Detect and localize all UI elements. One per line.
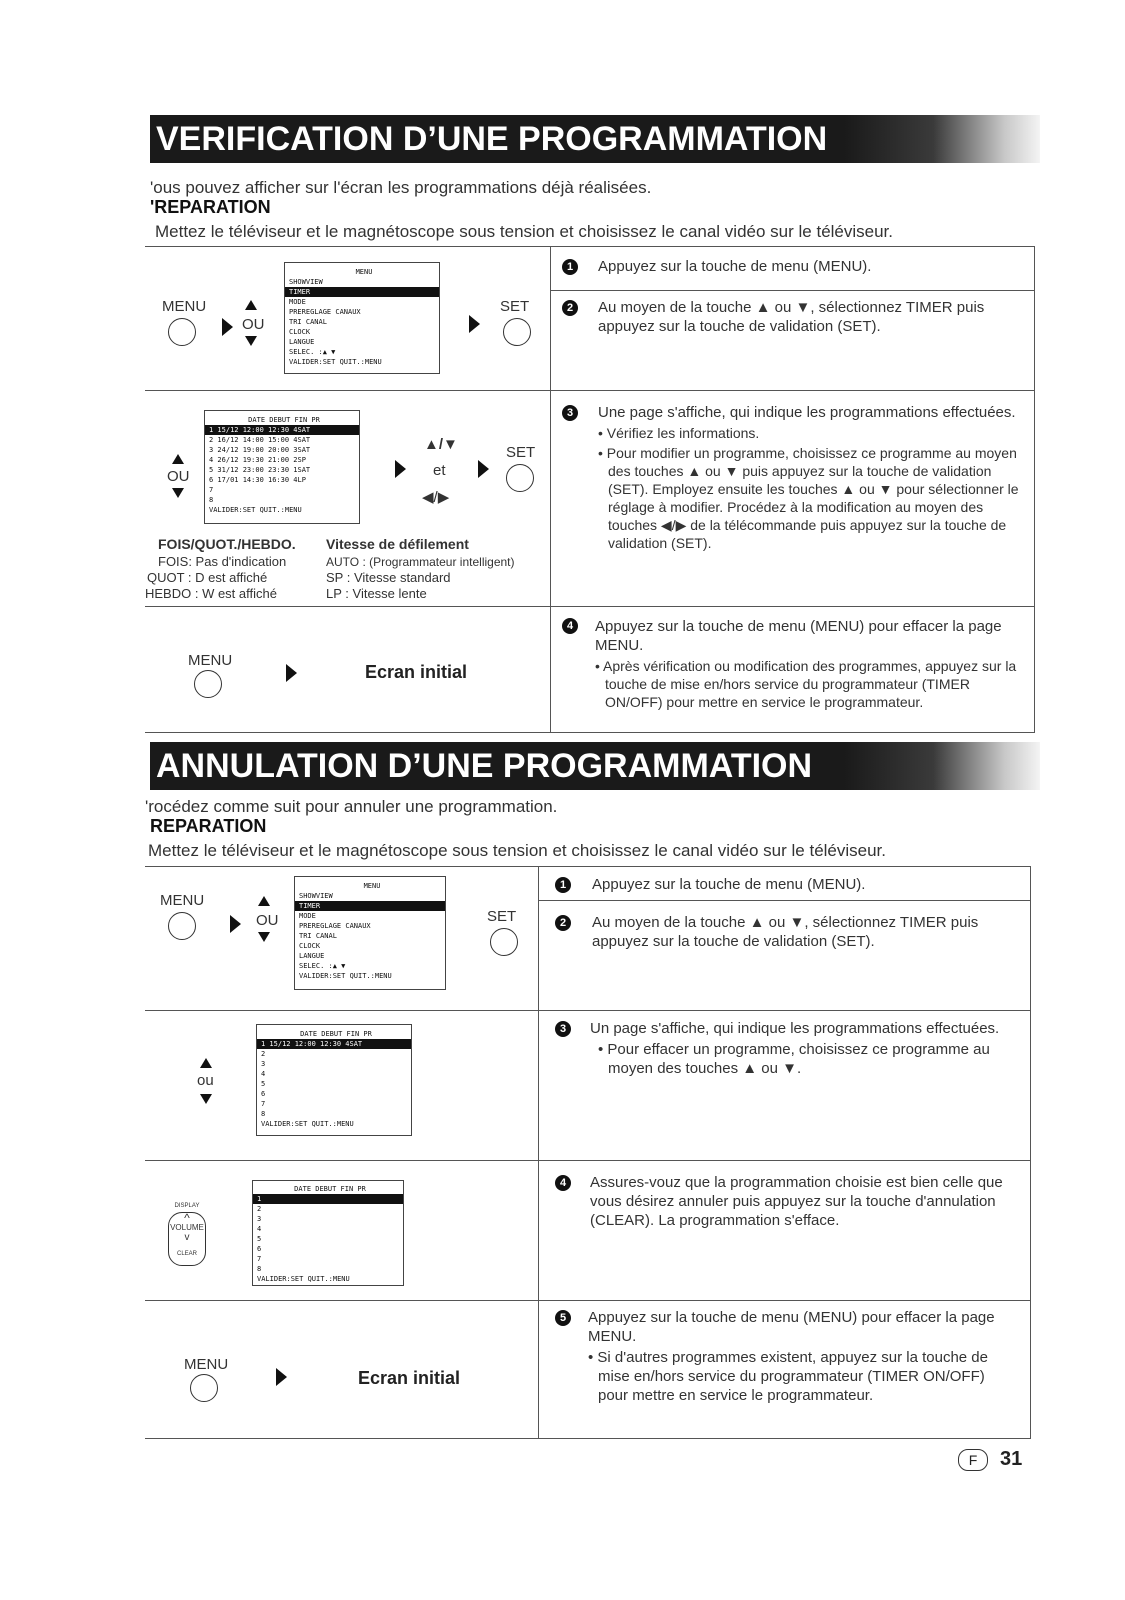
section2-banner	[150, 742, 1040, 790]
menu-button-label: MENU	[188, 652, 233, 669]
down-arrow-icon	[200, 1094, 212, 1104]
clear-label: CLEAR	[176, 1251, 197, 1257]
step-text: Au moyen de la touche ▲ ou ▼, sélectionnez TIMER puis appuyez sur la touche de validation (SET).	[592, 914, 979, 950]
section1-banner	[150, 115, 1040, 163]
legend-right-title: Vitesse de défilement	[326, 536, 469, 552]
screen-footer: VALIDER:SET QUIT.:MENU	[299, 972, 392, 980]
menu-button-icon	[190, 1374, 218, 1402]
set-button-icon	[506, 464, 534, 492]
timer-row: 6 17/01 14:30 16:30 4LP	[209, 476, 306, 484]
timer-row: 5	[261, 1080, 266, 1088]
divider	[538, 900, 1031, 901]
step-number: 4	[562, 618, 578, 634]
timer-row: 7	[257, 1255, 262, 1263]
step-text: Assures-vouz que la programmation choisie est bien celle que vous désirez annuler puis appuyez sur la touche d'annulation (CLEAR). La programmation s'efface.	[590, 1174, 1003, 1229]
ou-label: OU	[167, 468, 190, 485]
section2-intro: 'rocédez comme suit pour annuler une programmation.	[145, 797, 558, 816]
ou-label: OU	[242, 316, 265, 333]
divider	[145, 1010, 1031, 1011]
up-arrow-icon	[258, 896, 270, 906]
step-text: Au moyen de la touche ▲ ou ▼, sélectionnez TIMER puis appuyez sur la touche de validation (SET).	[598, 299, 985, 335]
menu-screen	[294, 876, 446, 990]
timer-row: 4	[261, 1070, 266, 1078]
chevron-up-icon: ^	[184, 1211, 190, 1225]
screen-footer: SELEC. :▲ ▼	[299, 962, 346, 970]
ou-label: OU	[256, 912, 279, 929]
divider	[145, 390, 1035, 391]
set-button-icon	[503, 318, 531, 346]
step-block	[595, 617, 1023, 711]
divider	[145, 732, 1035, 733]
step-text: Appuyez sur la touche de menu (MENU).	[592, 876, 866, 893]
menu-button-label: MENU	[184, 1356, 229, 1373]
menu-button-icon	[168, 912, 196, 940]
legend-left-item: HEBDO : W est affiché	[145, 586, 277, 601]
divider	[145, 866, 1031, 867]
ou-label: ou	[197, 1072, 214, 1089]
step-block	[590, 1019, 1020, 1078]
ecran-initial-label: Ecran initial	[358, 1368, 461, 1388]
chevron-down-icon: v	[184, 1232, 190, 1243]
timer-row: 7	[209, 486, 214, 494]
up-down-label: ▲/▼	[424, 436, 458, 453]
section1-intro: 'ous pouvez afficher sur l'écran les programmations déjà réalisées.	[150, 178, 652, 197]
section2-title: ANNULATION D’UNE PROGRAMMATION	[156, 747, 813, 785]
menu-item: LANGUE	[299, 952, 325, 960]
menu-button-icon	[168, 318, 196, 346]
menu-screen	[284, 262, 440, 374]
step-number: 4	[555, 1175, 571, 1191]
display-label: DISPLAY	[174, 1203, 200, 1209]
timer-row-selected: 1 15/12 12:00 12:30 4SAT	[257, 1039, 411, 1049]
arrow-right-icon	[222, 318, 233, 336]
arrow-right-icon	[286, 664, 297, 682]
menu-button-label: MENU	[162, 298, 207, 315]
timer-row: 8	[257, 1265, 262, 1273]
arrow-right-icon	[276, 1368, 287, 1386]
timer-row-selected: 1 15/12 12:00 12:30 4SAT	[205, 425, 359, 435]
step-text: Un page s'affiche, qui indique les programmations effectuées.	[590, 1020, 1000, 1037]
menu-item: MODE	[299, 912, 316, 920]
step-text: Appuyez sur la touche de menu (MENU) pour effacer la page MENU.	[595, 618, 1002, 654]
step-number: 2	[562, 300, 578, 316]
menu-item: PREREGLAGE CANAUX	[289, 308, 361, 316]
ecran-initial-label: Ecran initial	[365, 662, 468, 682]
section2-prep-text: Mettez le téléviseur et le magnétoscope sous tension et choisissez le canal vidéo sur le téléviseur.	[148, 841, 887, 860]
menu-item: CLOCK	[289, 328, 311, 336]
timer-row: 6	[261, 1090, 266, 1098]
legend-left-item: FOIS: Pas d'indication	[158, 554, 287, 569]
down-arrow-icon	[258, 932, 270, 942]
section1-prep-text: Mettez le téléviseur et le magnétoscope sous tension et choisissez le canal vidéo sur le téléviseur.	[155, 222, 894, 241]
divider	[1034, 246, 1035, 732]
timer-row: 3 24/12 19:00 20:00 3SAT	[209, 446, 311, 454]
timer-row: 8	[261, 1110, 266, 1118]
divider	[145, 1300, 1031, 1301]
timer-row: 3	[257, 1215, 262, 1223]
timer-row: 6	[257, 1245, 262, 1253]
left-right-label: ◀/▶	[422, 489, 450, 506]
up-arrow-icon	[200, 1058, 212, 1068]
legend-right-item: SP : Vitesse standard	[326, 570, 451, 585]
arrow-right-icon	[230, 915, 241, 933]
timer-list-screen	[204, 410, 360, 524]
menu-item: MODE	[289, 298, 306, 306]
step-bullet: • Après vérification ou modification des programmes, appuyez sur la touche de mise en/hors service du programmateur (TIMER ON/OFF) pour mettre en service le programmateur.	[595, 658, 1017, 710]
timer-row: 7	[261, 1100, 266, 1108]
screen-footer: VALIDER:SET QUIT.:MENU	[209, 506, 302, 514]
legend-left-title: FOIS/QUOT./HEBDO.	[158, 536, 296, 552]
screen-header: DATE DEBUT FIN PR	[300, 1030, 372, 1038]
menu-item: TRI CANAL	[289, 318, 327, 326]
step-block	[598, 403, 1023, 552]
divider	[145, 1160, 1031, 1161]
arrow-right-icon	[478, 460, 489, 478]
timer-list-screen	[252, 1180, 404, 1286]
step-bullet: • Pour effacer un programme, choisissez ce programme au moyen des touches ▲ ou ▼.	[598, 1041, 990, 1077]
timer-row: 2 16/12 14:00 15:00 4SAT	[209, 436, 311, 444]
step-text: Appuyez sur la touche de menu (MENU) pour effacer la page MENU.	[588, 1309, 995, 1345]
up-arrow-icon	[245, 300, 257, 310]
timer-row: 2	[257, 1205, 262, 1213]
step-number: 1	[562, 259, 578, 275]
timer-row: 8	[209, 496, 214, 504]
divider	[550, 290, 1035, 291]
menu-item-selected: TIMER	[285, 287, 439, 297]
set-button-label: SET	[500, 298, 530, 315]
menu-button-label: MENU	[160, 892, 205, 909]
language-badge	[958, 1449, 988, 1471]
divider	[550, 246, 551, 732]
step-number: 2	[555, 915, 571, 931]
screen-footer: VALIDER:SET QUIT.:MENU	[261, 1120, 354, 1128]
menu-button-icon	[194, 670, 222, 698]
step-number: 5	[555, 1310, 571, 1326]
step-number: 1	[555, 877, 571, 893]
up-arrow-icon	[172, 454, 184, 464]
arrow-right-icon	[395, 460, 406, 478]
section1-prep-title: 'REPARATION	[150, 197, 271, 217]
divider	[145, 246, 1035, 247]
timer-row: 5	[257, 1235, 262, 1243]
screen-header: DATE DEBUT FIN PR	[294, 1185, 366, 1193]
step-number: 3	[555, 1021, 571, 1037]
menu-item-selected: TIMER	[295, 901, 445, 911]
screen-footer: VALIDER:SET QUIT.:MENU	[257, 1275, 350, 1283]
step-block	[588, 1308, 1018, 1405]
set-button-icon	[490, 928, 518, 956]
step-number: 3	[562, 405, 578, 421]
divider	[145, 606, 1035, 607]
divider	[145, 1438, 1031, 1439]
menu-item: SHOWVIEW	[299, 892, 333, 900]
timer-row: 4 26/12 19:30 21:00 2SP	[209, 456, 306, 464]
timer-row-selected: 1	[253, 1194, 403, 1204]
timer-row: 4	[257, 1225, 262, 1233]
section1-title: VERIFICATION D’UNE PROGRAMMATION	[156, 120, 828, 158]
language-code: F	[968, 1452, 978, 1468]
et-label: et	[433, 462, 446, 479]
timer-list-screen	[256, 1024, 412, 1136]
legend-right-item: LP : Vitesse lente	[326, 586, 427, 601]
menu-item: CLOCK	[299, 942, 321, 950]
down-arrow-icon	[245, 336, 257, 346]
screen-title: MENU	[355, 268, 373, 276]
screen-footer: VALIDER:SET QUIT.:MENU	[289, 358, 382, 366]
legend-left-item: QUOT : D est affiché	[147, 570, 268, 585]
menu-item: LANGUE	[289, 338, 315, 346]
arrow-right-icon	[469, 315, 480, 333]
step-bullet: • Vérifiez les informations.	[598, 425, 760, 441]
step-bullet: • Si d'autres programmes existent, appuyez sur la touche de mise en/hors service du programmateur (TIMER ON/OFF) pour mettre en service le programmateur.	[588, 1349, 988, 1404]
screen-header: DATE DEBUT FIN PR	[248, 416, 320, 424]
volume-label: VOLUME	[170, 1223, 204, 1232]
menu-item: SHOWVIEW	[289, 278, 323, 286]
timer-row: 2	[261, 1050, 266, 1058]
set-button-label: SET	[487, 908, 517, 925]
timer-row: 3	[261, 1060, 266, 1068]
screen-footer: SELEC. :▲ ▼	[289, 348, 336, 356]
step-text: Appuyez sur la touche de menu (MENU).	[598, 258, 872, 275]
menu-item: PREREGLAGE CANAUX	[299, 922, 371, 930]
down-arrow-icon	[172, 488, 184, 498]
timer-row: 5 31/12 23:00 23:30 1SAT	[209, 466, 311, 474]
legend-right-item: AUTO : (Programmateur intelligent)	[326, 555, 515, 569]
section2-prep-title: REPARATION	[150, 816, 267, 836]
step-bullet: • Pour modifier un programme, choisissez ce programme au moyen des touches ▲ ou ▼ puis appuyez sur la touche de validation (SET). Employez ensuite les touches ▲ ou ▼ pour sélectionner le réglage à modifier. Procédez à la modification au moyen des touches ◀/▶ de la télécommande puis appuyez sur la touche de validation (SET).	[598, 445, 1019, 551]
divider	[1030, 866, 1031, 1438]
screen-title: MENU	[363, 882, 381, 890]
set-button-label: SET	[506, 444, 536, 461]
divider	[538, 866, 539, 1438]
remote-control-icon	[168, 1203, 206, 1266]
menu-item: TRI CANAL	[299, 932, 337, 940]
step-text: Une page s'affiche, qui indique les programmations effectuées.	[598, 404, 1016, 421]
page-number: 31	[1000, 1448, 1023, 1470]
